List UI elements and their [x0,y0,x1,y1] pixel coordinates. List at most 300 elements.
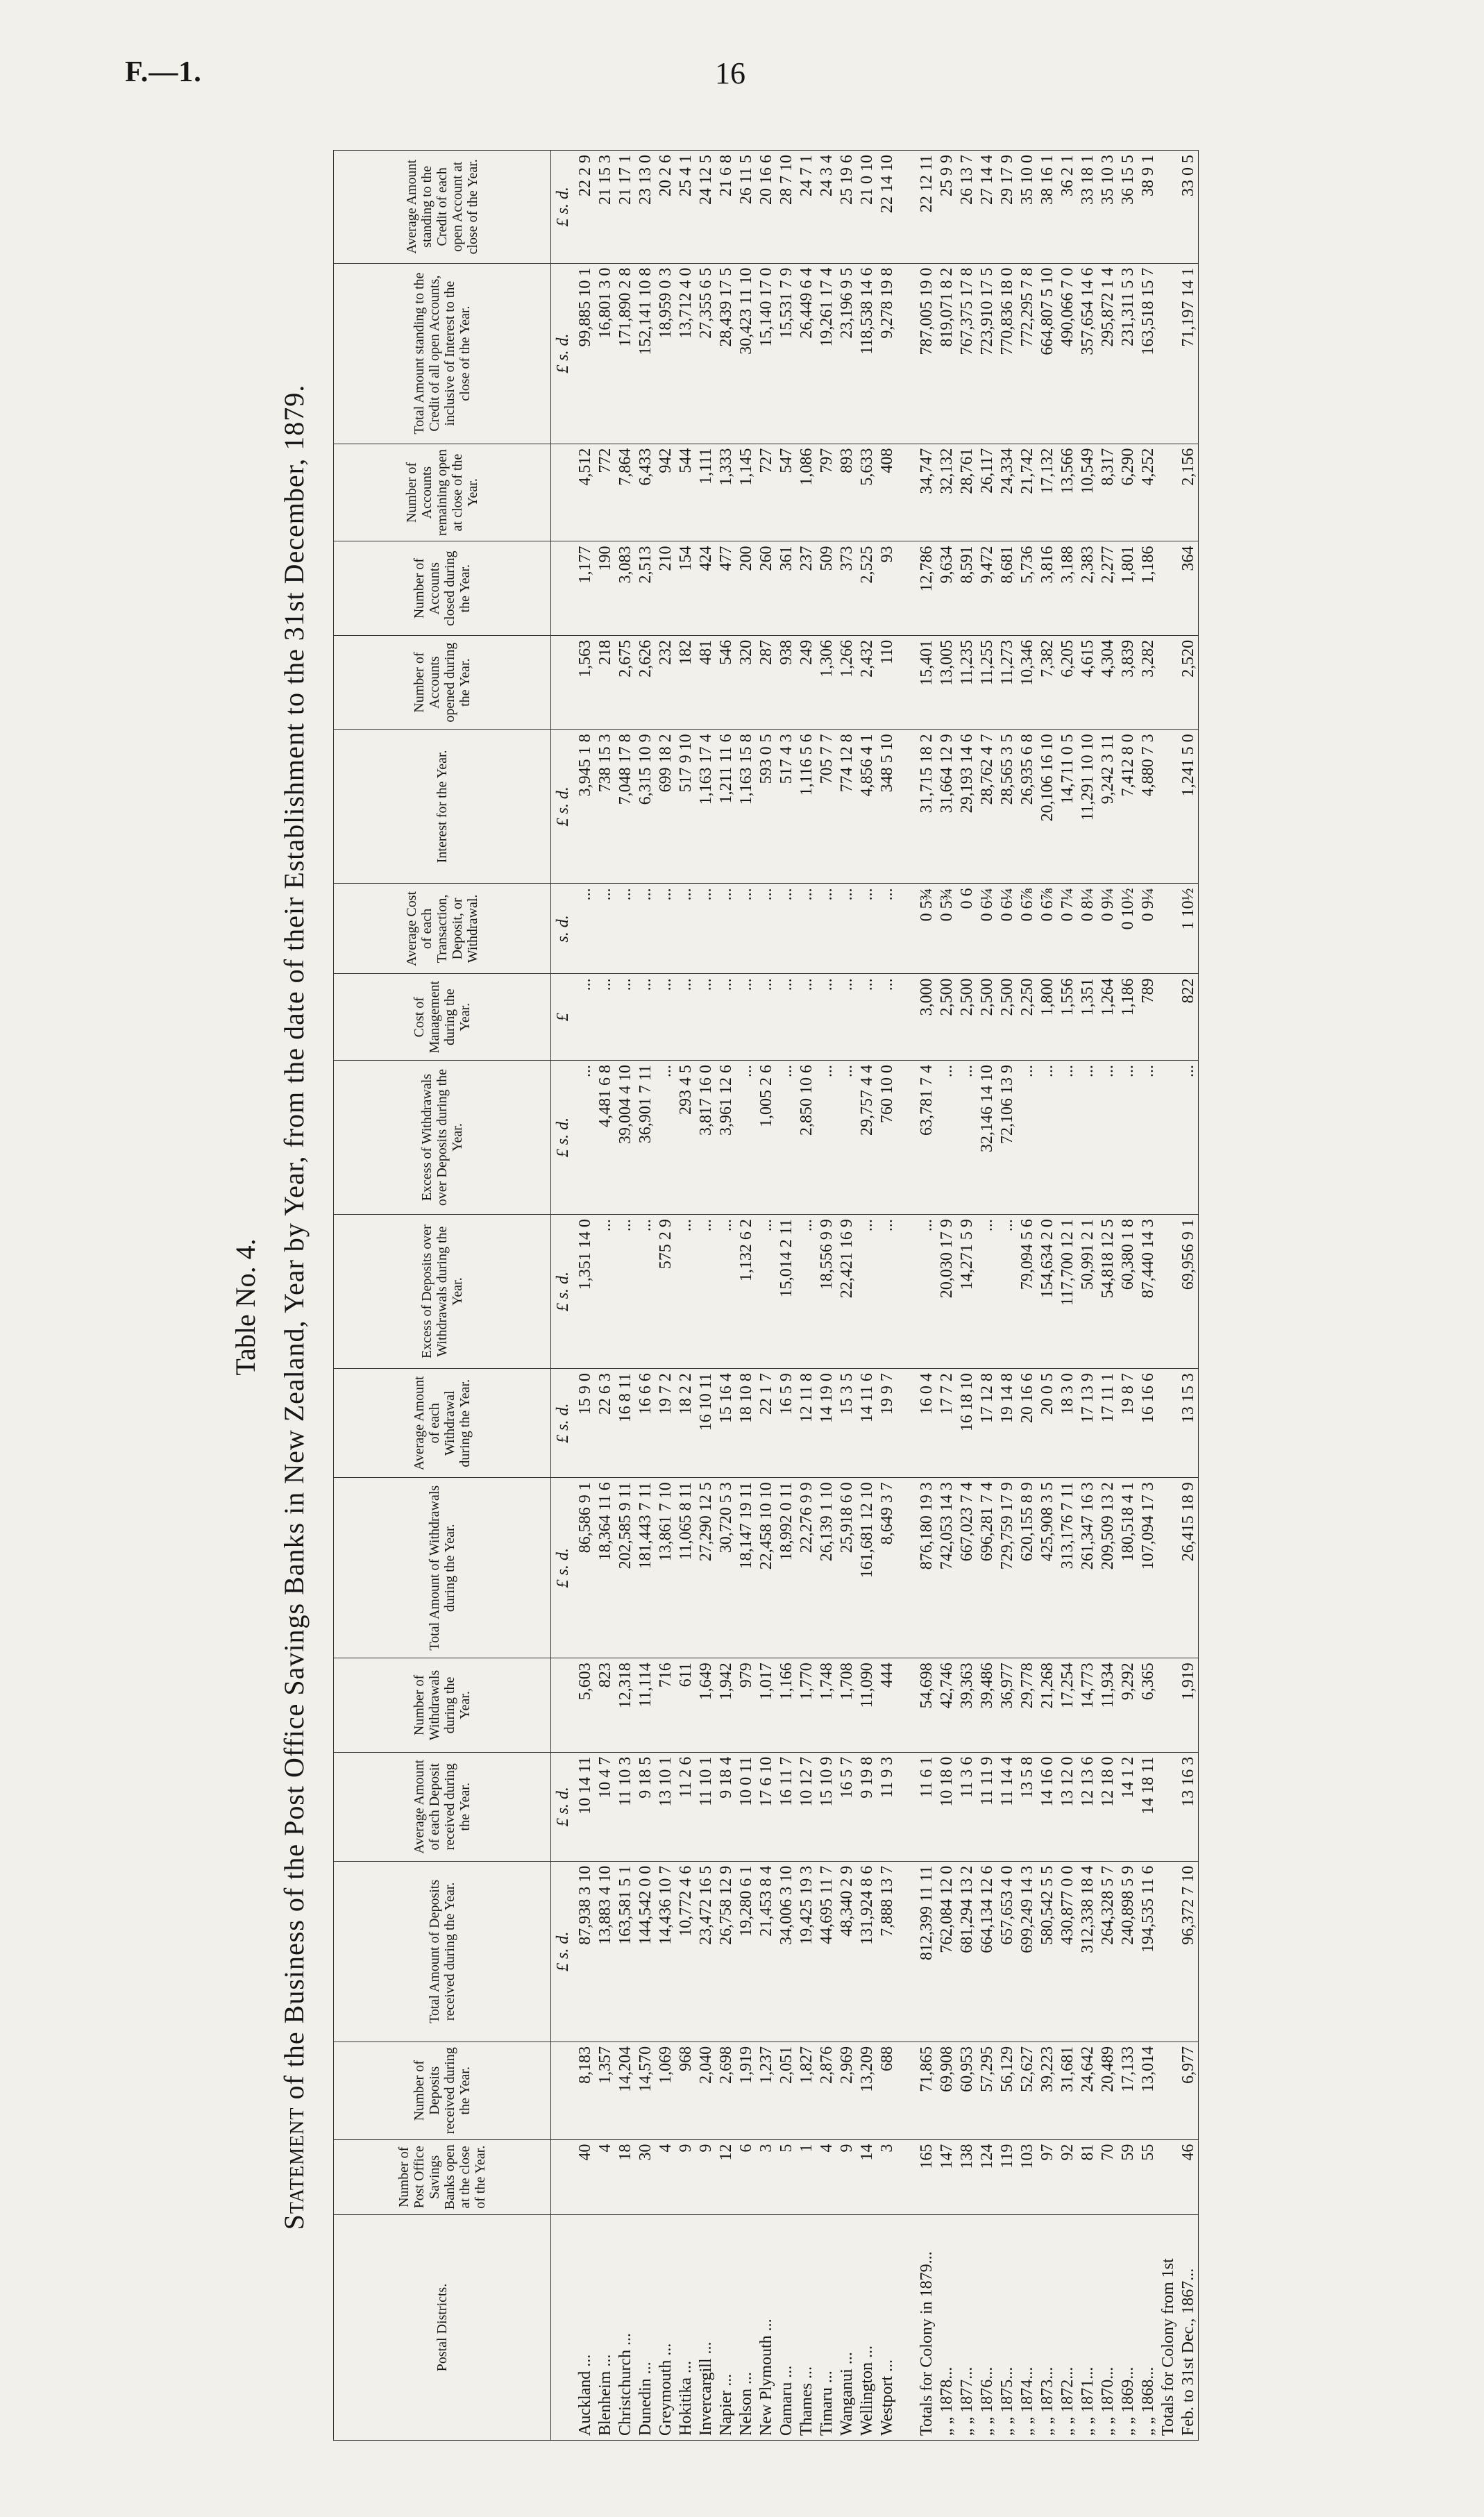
table-cell: ... [615,884,635,974]
table-cell: 12 11 8 [796,1369,816,1478]
table-cell: 1,264 [1097,974,1118,1061]
table-cell: 664,807 5 10 [1037,263,1057,444]
table-cell: 56,129 [997,2042,1017,2139]
table-cell: 232 [655,635,675,729]
table-cell: 425,908 3 5 [1037,1478,1057,1658]
table-cell: 772 [595,444,615,541]
table-cell: 1,942 [716,1658,736,1752]
district-row [776,151,796,2441]
table-cell: 15,531 7 9 [776,263,796,444]
table-cell: 117,700 12 1 [1057,1215,1077,1369]
table-cell: 774 12 8 [836,730,857,884]
table-cell: 118,538 14 6 [857,263,877,444]
table-cell: 2,500 [936,974,956,1061]
table-cell: 12 18 0 [1097,1752,1118,1861]
table-cell: ... [796,884,816,974]
table-cell: 770,836 18 0 [997,263,1017,444]
table-cell: 1,306 [816,635,836,729]
column-header: Postal Districts. [334,2214,551,2440]
table-cell: 1 10½ [1178,884,1199,974]
table-cell: 22 1 7 [756,1369,776,1478]
table-cell: 9,242 3 11 [1097,730,1118,884]
unit-cell [551,2042,575,2139]
table-cell: Nelson ... [736,2214,756,2440]
table-cell: 25 19 6 [836,151,857,264]
table-cell: 2,156 [1178,444,1199,541]
table-cell: 63,781 7 4 [916,1060,936,1214]
table-cell: 21,268 [1037,1658,1057,1752]
table-cell: 611 [675,1658,695,1752]
table-cell: 17,132 [1037,444,1057,541]
table-cell: ... [1057,1060,1077,1214]
table-cell: 0 5¾ [936,884,956,974]
table-cell: 22 6 3 [595,1369,615,1478]
table-cell: 6,315 10 9 [635,730,655,884]
unit-cell [551,444,575,541]
table-cell: 14 18 11 [1138,1752,1158,1861]
table-cell: 21,453 8 4 [756,1861,776,2042]
grand-total-row [1178,151,1199,2441]
table-cell: 119 [997,2139,1017,2214]
table-cell: 546 [716,635,736,729]
table-cell: ... [635,1215,655,1369]
table-cell: 20 2 6 [655,151,675,264]
table-cell: 18,147 19 11 [736,1478,756,1658]
table-cell: 202,585 9 11 [615,1478,635,1658]
table-cell: 13 12 0 [1057,1752,1077,1861]
table-cell: 11 11 9 [977,1752,997,1861]
table-cell: 25 9 9 [936,151,956,264]
table-cell: 107,094 17 3 [1138,1478,1158,1658]
table-cell: 14 11 6 [857,1369,877,1478]
table-cell: ... [936,1060,956,1214]
table-cell: 2,876 [816,2042,836,2139]
table-cell: 14,204 [615,2042,635,2139]
table-cell: 361 [776,541,796,635]
table-cell: 1,132 6 2 [736,1215,756,1369]
table-cell: 295,872 1 4 [1097,263,1118,444]
table-cell: ... [877,974,897,1061]
table-cell: 13,209 [857,2042,877,2139]
table-cell: 5,603 [575,1658,595,1752]
table-cell: 264,328 5 7 [1097,1861,1118,2042]
district-row [836,151,857,2441]
table-cell: 4,856 4 1 [857,730,877,884]
table-cell: 27,355 6 5 [695,263,716,444]
table-cell: 70 [1097,2139,1118,2214]
table-cell: ... [655,884,675,974]
table-cell: 30 [635,2139,655,2214]
table-cell: 31,715 18 2 [916,730,936,884]
table-cell: 979 [736,1658,756,1752]
table-cell: 8,649 3 7 [877,1478,897,1658]
table-cell: 20,106 16 10 [1037,730,1057,884]
table-cell: 18 10 8 [736,1369,756,1478]
table-cell: 32,146 14 10 [977,1060,997,1214]
table-cell: 772,295 7 8 [1017,263,1037,444]
table-cell: 231,311 5 3 [1118,263,1138,444]
table-cell: 14 1 2 [1118,1752,1138,1861]
table-cell: 723,910 17 5 [977,263,997,444]
table-cell: 20 0 5 [1037,1369,1057,1478]
totals-row [1097,151,1118,2441]
table-cell: 22 14 10 [877,151,897,264]
district-row [736,151,756,2441]
table-cell: 71,865 [916,2042,936,2139]
table-cell: 39,363 [956,1658,977,1752]
table-cell: 20,030 17 9 [936,1215,956,1369]
table-cell: 13,014 [1138,2042,1158,2139]
table-cell: 2,051 [776,2042,796,2139]
table-cell: 50,991 2 1 [1077,1215,1097,1369]
table-cell: 1,069 [655,2042,675,2139]
district-row [716,151,736,2441]
table-cell: 93 [877,541,897,635]
table-cell: 760 10 0 [877,1060,897,1214]
table-cell: 729,759 17 9 [997,1478,1017,1658]
table-cell: 18,556 9 9 [816,1215,836,1369]
table-cell: 11 9 3 [877,1752,897,1861]
table-cell: 4,880 7 3 [1138,730,1158,884]
table-cell: 10 14 11 [575,1752,595,1861]
table-cell: ... [857,974,877,1061]
table-cell: 19 7 2 [655,1369,675,1478]
table-cell: Westport ... [877,2214,897,2440]
table-cell: 25,918 6 0 [836,1478,857,1658]
table-cell: 8,317 [1097,444,1118,541]
unit-cell [551,1658,575,1752]
header-row [334,151,551,2441]
table-cell: 1,163 17 4 [695,730,716,884]
table-cell: 2,513 [635,541,655,635]
table-cell: 26,415 18 9 [1178,1478,1199,1658]
table-cell: 1,919 [736,2042,756,2139]
table-cell: 9 [675,2139,695,2214]
table-cell: Christchurch ... [615,2214,635,2440]
table-cell: 72,106 13 9 [997,1060,1017,1214]
unit-cell: s. d. [551,884,575,974]
table-cell: 1,266 [836,635,857,729]
rotated-table-frame [222,146,1472,2468]
district-row [575,151,595,2441]
district-row [695,151,716,2441]
table-cell: 1,116 5 6 [796,730,816,884]
table-cell: 876,180 19 3 [916,1478,936,1658]
table-cell: 6,205 [1057,635,1077,729]
table-cell: ... [575,884,595,974]
table-cell: 15,014 2 11 [776,1215,796,1369]
district-row [796,151,816,2441]
unit-cell [551,635,575,729]
table-cell: 31,681 [1057,2042,1077,2139]
table-cell: 1,563 [575,635,595,729]
unit-cell [551,2139,575,2214]
table-cell: 509 [816,541,836,635]
table-cell: 517 4 3 [776,730,796,884]
table-cell: 812,399 11 11 [916,1861,936,2042]
table-cell: 17 7 2 [936,1369,956,1478]
table-cell: 22,276 9 9 [796,1478,816,1658]
table-cell: 3,000 [916,974,936,1061]
table-cell: ... [756,884,776,974]
table-cell: 2,698 [716,2042,736,2139]
table-cell: 15 9 0 [575,1369,595,1478]
table-cell: 580,542 5 5 [1037,1861,1057,2042]
table-cell: 79,094 5 6 [1017,1215,1037,1369]
table-cell: 237 [796,541,816,635]
table-cell: ... [595,1215,615,1369]
table-cell: 17,133 [1118,2042,1138,2139]
table-cell: 81 [1077,2139,1097,2214]
table-cell: 11 10 1 [695,1752,716,1861]
table-cell: 218 [595,635,615,729]
table-cell: „ „ 1877... [956,2214,977,2440]
table-cell: 9 [836,2139,857,2214]
table-cell: 11 14 4 [997,1752,1017,1861]
table-label: Table No. 4. [230,1238,261,1376]
table-cell: 9,278 19 8 [877,263,897,444]
table-cell: 15 10 9 [816,1752,836,1861]
table-cell: 8,591 [956,541,977,635]
table-cell: 99,885 10 1 [575,263,595,444]
table-cell: ... [796,1215,816,1369]
table-cell: 0 10½ [1118,884,1138,974]
table-cell: 15 3 5 [836,1369,857,1478]
table-cell: 124 [977,2139,997,2214]
table-cell: 18 3 0 [1057,1369,1077,1478]
table-cell: 14 [857,2139,877,2214]
table-cell: 6,365 [1138,1658,1158,1752]
table-cell: ... [857,884,877,974]
table-cell: 18,992 0 11 [776,1478,796,1658]
title-rest: of the Business of the Post Office Savings Banks in New Zealand, Year by Year, from the date of their Establishment to the 31st December, 1879. [278,384,310,2100]
table-cell: 819,071 8 2 [936,263,956,444]
table-cell: 5 [776,2139,796,2214]
table-cell: 1,177 [575,541,595,635]
table-cell: 13 15 3 [1178,1369,1199,1478]
table-cell: ... [776,1060,796,1214]
table-cell: 86,586 9 1 [575,1478,595,1658]
district-row [756,151,776,2441]
page-reference: F.—1. [125,56,202,88]
table-cell: 9 18 5 [635,1752,655,1861]
table-cell: 31,664 12 9 [936,730,956,884]
table-cell: 716 [655,1658,675,1752]
table-cell: 699,249 14 3 [1017,1861,1037,2042]
table-cell: 0 9¼ [1097,884,1118,974]
table-cell: ... [716,974,736,1061]
table-cell: 29,757 4 4 [857,1060,877,1214]
table-cell: Thames ... [796,2214,816,2440]
table-cell: 38 16 1 [1037,151,1057,264]
table-cell: 7,382 [1037,635,1057,729]
totals-row [1037,151,1057,2441]
column-header: Total Amount of Withdrawals during the Year. [334,1478,551,1658]
table-cell: ... [1138,1060,1158,1214]
table-cell: 699 18 2 [655,730,675,884]
table-cell: ... [575,1060,595,1214]
table-cell: 180,518 4 1 [1118,1478,1138,1658]
district-row [877,151,897,2441]
unit-cell: £ [551,974,575,1061]
table-cell: 26 11 5 [736,151,756,264]
totals-row [1138,151,1158,2441]
table-cell: 23 13 0 [635,151,655,264]
table-cell: 28 7 10 [776,151,796,264]
table-cell: 54,698 [916,1658,936,1752]
table-cell: Wellington ... [857,2214,877,2440]
table-cell: 29 17 9 [997,151,1017,264]
table-cell: 21 0 10 [857,151,877,264]
table-cell: 0 9¼ [1138,884,1158,974]
table-cell: 16 8 11 [615,1369,635,1478]
table-cell: „ „ 1878... [936,2214,956,2440]
column-header: Cost of Management during the Year. [334,974,551,1061]
table-cell: 14 16 0 [1037,1752,1057,1861]
table-cell: 249 [796,635,816,729]
column-header: Total Amount of Deposits received during the Year. [334,1861,551,2042]
column-header: Number of Post Office Savings Banks open at the close of the Year. [334,2139,551,2214]
table-cell: 21 6 8 [716,151,736,264]
table-cell: 16 11 7 [776,1752,796,1861]
table-cell: 36 15 5 [1118,151,1138,264]
totals-row [916,151,936,2441]
table-cell: 1,186 [1118,974,1138,1061]
table-cell: 154 [675,541,695,635]
table-cell: 2,850 10 6 [796,1060,816,1214]
table-cell: 373 [836,541,857,635]
table-cell: 313,176 7 11 [1057,1478,1077,1658]
table-cell: ... [655,974,675,1061]
table-body [551,151,1199,2441]
table-cell: 4 [655,2139,675,2214]
table-cell: 14,570 [635,2042,655,2139]
table-cell: 18,959 0 3 [655,263,675,444]
table-cell: ... [716,1215,736,1369]
table-cell: 11 3 6 [956,1752,977,1861]
table-cell: ... [675,884,695,974]
table-cell: 38 9 1 [1138,151,1158,264]
table-cell: 1,770 [796,1658,816,1752]
table-cell: 8,681 [997,541,1017,635]
table-cell: 1,708 [836,1658,857,1752]
table-cell: 21 15 3 [595,151,615,264]
table-cell: 1,351 [1077,974,1097,1061]
table-cell: 0 5¾ [916,884,936,974]
table-cell: ... [635,974,655,1061]
table-cell: 1,827 [796,2042,816,2139]
table-cell: ... [716,884,736,974]
table-cell: „ „ 1870... [1097,2214,1118,2440]
table-cell: 29,778 [1017,1658,1037,1752]
table-cell: 19,261 17 4 [816,263,836,444]
table-cell: 16 18 10 [956,1369,977,1478]
table-cell: 1,919 [1178,1658,1199,1752]
totals-row [1017,151,1037,2441]
unit-cell: £ s. d. [551,151,575,264]
table-cell: 24 3 4 [816,151,836,264]
table-cell: 0 6⅞ [1017,884,1037,974]
table-cell: ... [595,884,615,974]
table-cell: 938 [776,635,796,729]
table-cell: 39,486 [977,1658,997,1752]
table-cell: 547 [776,444,796,541]
table-cell: 4 [595,2139,615,2214]
table-cell: ... [695,1215,716,1369]
column-header: Average Cost of each Transaction, Deposit, or Withdrawal. [334,884,551,974]
table-cell: „ „ 1874... [1017,2214,1037,2440]
unit-cell: £ s. d. [551,1861,575,2042]
table-cell: 147 [936,2139,956,2214]
table-cell: 789 [1138,974,1158,1061]
table-cell: 3,282 [1138,635,1158,729]
table-cell: 2,383 [1077,541,1097,635]
table-cell: 17 13 9 [1077,1369,1097,1478]
table-cell: 34,747 [916,444,936,541]
table-cell: 742,053 14 3 [936,1478,956,1658]
table-cell: ... [1037,1060,1057,1214]
table-cell: 171,890 2 8 [615,263,635,444]
table-cell: 1,163 15 8 [736,730,756,884]
column-header: Number of Accounts remaining open at close of the Year. [334,444,551,541]
totals-row [956,151,977,2441]
table-cell: 48,340 2 9 [836,1861,857,2042]
table-cell: 1,017 [756,1658,776,1752]
table-cell: 182 [675,635,695,729]
table-cell: ... [1077,1060,1097,1214]
table-cell: Auckland ... [575,2214,595,2440]
table-cell: 4,252 [1138,444,1158,541]
table-cell: Hokitika ... [675,2214,695,2440]
column-header: Excess of Withdrawals over Deposits during the Year. [334,1060,551,1214]
table-cell: 8,183 [575,2042,595,2139]
unit-cell [551,2214,575,2440]
table-cell: 9,634 [936,541,956,635]
table-cell: 26,758 12 9 [716,1861,736,2042]
table-cell: 3 [756,2139,776,2214]
table-cell: 13,566 [1057,444,1077,541]
table-cell: 22,421 16 9 [836,1215,857,1369]
table-cell: Invercargill ... [695,2214,716,2440]
table-cell: 4,512 [575,444,595,541]
table-cell: 92 [1057,2139,1077,2214]
table-cell: 110 [877,635,897,729]
table-cell: Oamaru ... [776,2214,796,2440]
table-cell: 3,083 [615,541,635,635]
table-cell: 11,114 [635,1658,655,1752]
table-cell: 16 0 4 [916,1369,936,1478]
table-cell: 19 8 7 [1118,1369,1138,1478]
table-cell: 19,425 19 3 [796,1861,816,2042]
table-cell: 15,401 [916,635,936,729]
table-cell: 14 19 0 [816,1369,836,1478]
table-cell: ... [816,1060,836,1214]
table-cell: 17 11 1 [1097,1369,1118,1478]
table-cell: 3,961 12 6 [716,1060,736,1214]
table-cell: 1,801 [1118,541,1138,635]
table-cell: 12 [716,2139,736,2214]
table-cell: 20,489 [1097,2042,1118,2139]
table-cell: 16 5 7 [836,1752,857,1861]
table-cell: 69,956 9 1 [1178,1215,1199,1369]
table-cell: 36 2 1 [1057,151,1077,264]
table-cell: 688 [877,2042,897,2139]
table-cell: 28,761 [956,444,977,541]
table-cell: Dunedin ... [635,2214,655,2440]
table-cell: 348 5 10 [877,730,897,884]
title-lead: Statement [278,2107,310,2230]
table-cell: 593 0 5 [756,730,776,884]
